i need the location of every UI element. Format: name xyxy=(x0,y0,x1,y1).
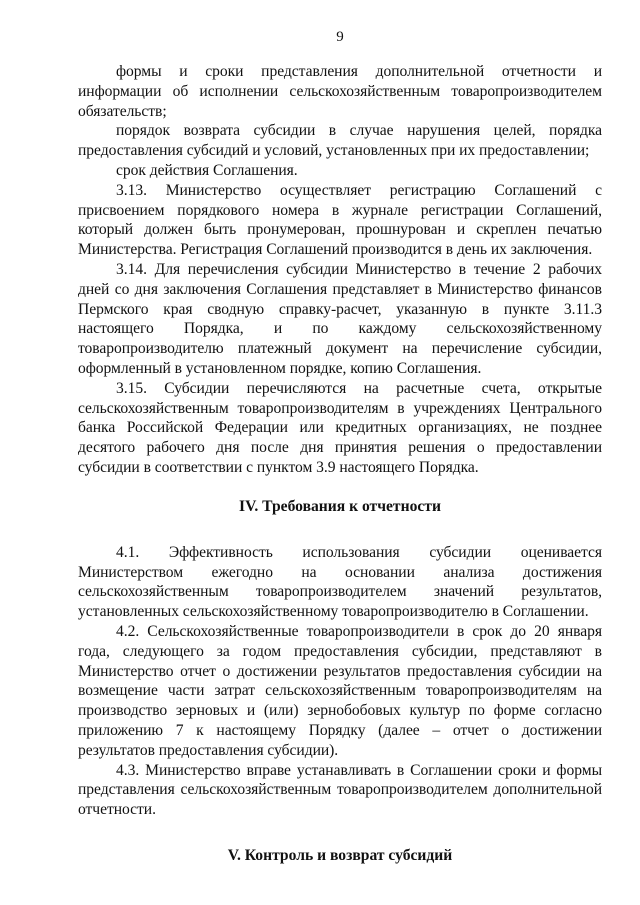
section-iv-heading: IV. Требования к отчетности xyxy=(239,497,441,515)
paragraph-reporting-forms: формы и сроки представления дополнительной отчетности и информации об исполнении сельскохозяйственным товаропроизводителем обязательств; xyxy=(78,63,602,120)
paragraph-4-2: 4.2. Сельскохозяйственные товаропроизводители в срок до 20 января года, следующего за годом предоставления субсидии, представляют в Министерство отчет о достижении результатов предоставления субсидии на возмещение части затрат сельскохозяйственным товаропроизводителям на производство зерновых и (или) зернобобовых культур по форме согласно приложению 7 к настоящему Порядку (далее – отчет о достижении результатов предоставления субсидии). xyxy=(78,622,602,759)
section-v-heading: V. Контроль и возврат субсидий xyxy=(227,846,453,864)
paragraph-4-1: 4.1. Эффективность использования субсидии оценивается Министерством ежегодно на основании анализа достижения сельскохозяйственным товаропроизводителем значений результатов, установленных сельскохозяйственному товаропроизводителю в Соглашении. xyxy=(78,543,602,621)
paragraph-3-14: 3.14. Для перечисления субсидии Министерство в течение 2 рабочих дней со дня заключения Соглашения представляет в Министерство финансов Пермского края сводную справку-расчет, указанную в пункте 3.11.3 настоящего Порядка, и по каждому сельскохозяйственному товаропроизводителю платежный документ на перечисление субсидии, оформленный в установленном порядке, копию Соглашения. xyxy=(78,260,602,377)
paragraph-refund-procedure: порядок возврата субсидии в случае нарушения целей, порядка предоставления субсидий и условий, установленных при их предоставлении; xyxy=(78,122,602,160)
paragraph-4-3: 4.3. Министерство вправе устанавливать в Соглашении сроки и формы представления сельскохозяйственным товаропроизводителем дополнительной отчетности. xyxy=(78,761,602,819)
page-number: 9 xyxy=(336,29,344,45)
paragraph-3-15: 3.15. Субсидии перечисляются на расчетные счета, открытые сельскохозяйственным товаропроизводителям в учреждениях Центрального банка Российской Федерации или кредитных организациях, не позднее десятого рабочего дня после дня принятия решения о предоставлении субсидии в соответствии с пунктом 3.9 настоящего Порядка. xyxy=(78,379,602,476)
paragraph-agreement-term: срок действия Соглашения. xyxy=(116,161,298,179)
paragraph-3-13: 3.13. Министерство осуществляет регистрацию Соглашений с присвоением порядкового номера в журнале регистрации Соглашений, который должен быть пронумерован, прошнурован и скреплен печатью Министерства. Регистрация Соглашений производится в день их заключения. xyxy=(78,181,602,259)
